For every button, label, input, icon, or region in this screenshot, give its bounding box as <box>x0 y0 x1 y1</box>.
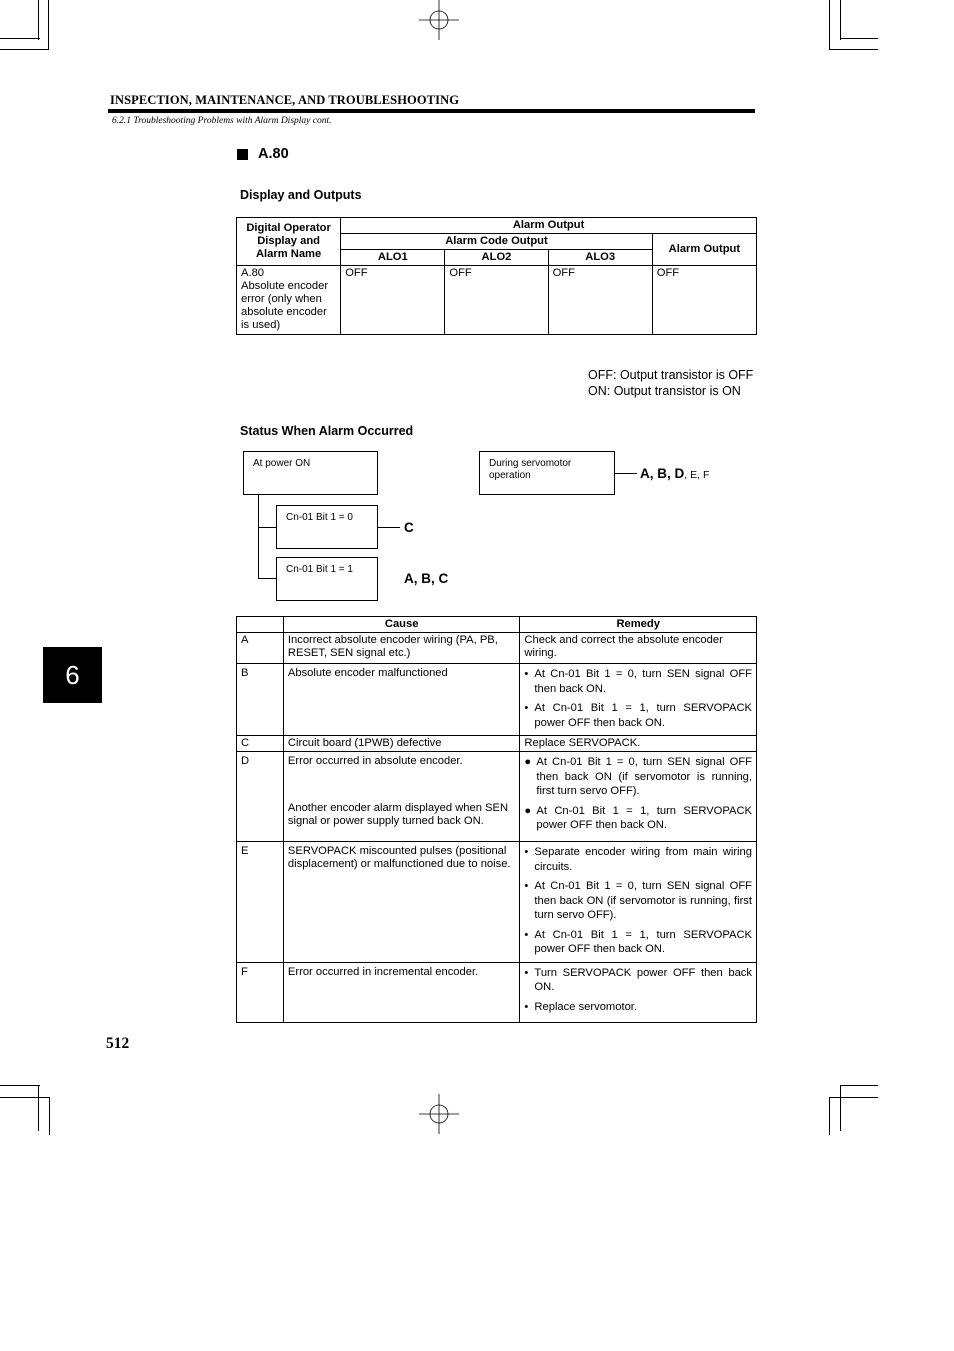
alarm-output-col-header: Alarm Output <box>652 234 756 266</box>
remedy-header: Remedy <box>520 617 757 633</box>
crop-mark <box>49 1097 50 1135</box>
alo2-value: OFF <box>445 266 548 335</box>
cause-remedy-table <box>236 616 757 1023</box>
alo1-value: OFF <box>341 266 445 335</box>
running-header: INSPECTION, MAINTENANCE, AND TROUBLESHOOTING <box>110 93 460 107</box>
breadcrumb: 6.2.1 Troubleshooting Problems with Alarm Display cont. <box>112 116 332 126</box>
remedy-bullet: • At Cn-01 Bit 1 = 0, turn SEN signal OFF then back ON. <box>524 668 752 695</box>
operator-header: Digital Operator Display and Alarm Name <box>237 218 341 266</box>
row-id: E <box>237 842 284 963</box>
chapter-tab: 6 <box>43 647 102 703</box>
row-remedy <box>520 962 757 1022</box>
row-id: A <box>237 633 284 664</box>
bullet-icon: • <box>524 846 529 858</box>
row-cause <box>283 752 520 842</box>
bullet-icon: ● <box>524 804 532 817</box>
table-row <box>237 736 757 752</box>
legend-on: ON: Output transistor is ON <box>588 384 741 398</box>
row-remedy <box>520 664 757 736</box>
square-bullet-icon <box>237 149 248 160</box>
bullet-icon: ● <box>524 756 532 768</box>
alarm-description: Absolute encoder error (only when absolute encoder is used) <box>241 280 329 331</box>
alarm-code-output-header: Alarm Code Output <box>341 234 653 250</box>
alarm-output-value: OFF <box>652 266 756 335</box>
remedy-bullet: • Separate encoder wiring from main wiring circuits. <box>524 846 752 873</box>
servo-operation-label-minor: , E, F <box>684 469 710 481</box>
row-id: D <box>237 752 284 842</box>
row-cause: Absolute encoder malfunctioned <box>283 664 520 736</box>
cause-line: Another encoder alarm displayed when SEN signal or power supply turned back ON. <box>287 802 509 827</box>
remedy-bullet: ● At Cn-01 Bit 1 = 1, turn SERVOPACK power OFF then back ON. <box>524 804 752 831</box>
bullet-icon: • <box>524 928 529 941</box>
crop-mark <box>840 1085 878 1086</box>
cause-line: Error occurred in absolute encoder. <box>287 755 463 767</box>
alo3-header: ALO3 <box>548 250 652 266</box>
bit0-label: C <box>404 520 414 535</box>
crop-mark <box>840 0 841 40</box>
row-remedy: Replace SERVOPACK. <box>520 736 757 752</box>
row-cause: SERVOPACK miscounted pulses (positional displacement) or malfunctioned due to noise. <box>283 842 520 963</box>
bit1-box: Cn-01 Bit 1 = 1 <box>276 557 378 601</box>
registration-mark-icon <box>419 1094 459 1134</box>
remedy-bullet: • At Cn-01 Bit 1 = 1, turn SERVOPACK power OFF then back ON. <box>524 928 752 955</box>
bit1-label: A, B, C <box>404 571 449 586</box>
legend <box>588 367 753 399</box>
connector-line <box>615 473 637 474</box>
crop-mark <box>38 1085 39 1131</box>
row-id: F <box>237 962 284 1022</box>
connector-line <box>258 527 276 528</box>
status-heading: Status When Alarm Occurred <box>240 424 414 438</box>
section-title-text: A.80 <box>258 146 289 162</box>
crop-mark <box>840 1085 841 1131</box>
bullet-icon: • <box>524 668 529 680</box>
connector-line <box>378 527 400 528</box>
crop-mark <box>830 49 878 50</box>
connector-line <box>258 578 276 579</box>
crop-mark <box>0 49 48 50</box>
table-row <box>237 664 757 736</box>
alo2-header: ALO2 <box>445 250 548 266</box>
remedy-bullet: ● At Cn-01 Bit 1 = 0, turn SEN signal OFF then back ON (if servomotor is running, first turn servo OFF). <box>524 756 752 797</box>
crop-mark <box>829 1097 878 1098</box>
power-on-box: At power ON <box>243 451 378 495</box>
crop-mark <box>0 1085 40 1086</box>
servo-operation-box: During servomotor operation <box>479 451 615 495</box>
outputs-table <box>236 217 757 335</box>
crop-mark <box>0 38 40 39</box>
row-remedy <box>520 842 757 963</box>
table-row <box>237 842 757 963</box>
servo-operation-label-main: A, B, D <box>640 466 685 481</box>
servo-operation-label <box>640 465 709 483</box>
row-cause: Error occurred in incremental encoder. <box>283 962 520 1022</box>
cause-header: Cause <box>283 617 520 633</box>
crop-mark <box>38 0 39 40</box>
row-cause: Incorrect absolute encoder wiring (PA, PB, RESET, SEN signal etc.) <box>283 633 520 664</box>
id-header <box>237 617 284 633</box>
page-number: 512 <box>106 1035 130 1052</box>
alarm-code: A.80 <box>241 267 265 279</box>
connector-line <box>258 495 259 578</box>
table-row <box>237 962 757 1022</box>
bullet-icon: • <box>524 880 529 892</box>
row-id: C <box>237 736 284 752</box>
row-id: B <box>237 664 284 736</box>
header-rule <box>108 109 755 113</box>
legend-off: OFF: Output transistor is OFF <box>588 368 754 382</box>
remedy-bullet: • Turn SERVOPACK power OFF then back ON. <box>524 966 752 993</box>
crop-mark <box>829 0 830 50</box>
bullet-icon: • <box>524 966 529 979</box>
table-row <box>237 633 757 664</box>
row-remedy <box>520 752 757 842</box>
row-cause: Circuit board (1PWB) defective <box>283 736 520 752</box>
alarm-output-header: Alarm Output <box>341 218 757 234</box>
crop-mark <box>840 38 878 39</box>
bit0-box: Cn-01 Bit 1 = 0 <box>276 505 378 549</box>
remedy-bullet: • At Cn-01 Bit 1 = 0, turn SEN signal OFF then back ON (if servomotor is running, first turn servo OFF). <box>524 880 752 921</box>
remedy-bullet: • At Cn-01 Bit 1 = 1, turn SERVOPACK power OFF then back ON. <box>524 702 752 729</box>
alo3-value: OFF <box>548 266 652 335</box>
alarm-name-cell <box>237 266 341 335</box>
bullet-icon: • <box>524 1000 529 1013</box>
remedy-bullet: • Replace servomotor. <box>524 1000 638 1013</box>
bullet-icon: • <box>524 702 529 714</box>
crop-mark <box>0 1097 50 1098</box>
crop-mark <box>829 1097 830 1135</box>
crop-mark <box>48 0 49 50</box>
section-title <box>237 146 289 162</box>
registration-mark-icon <box>419 0 459 40</box>
row-remedy: Check and correct the absolute encoder wiring. <box>520 633 757 664</box>
alo1-header: ALO1 <box>341 250 445 266</box>
table-row <box>237 752 757 842</box>
display-outputs-heading: Display and Outputs <box>240 188 362 202</box>
